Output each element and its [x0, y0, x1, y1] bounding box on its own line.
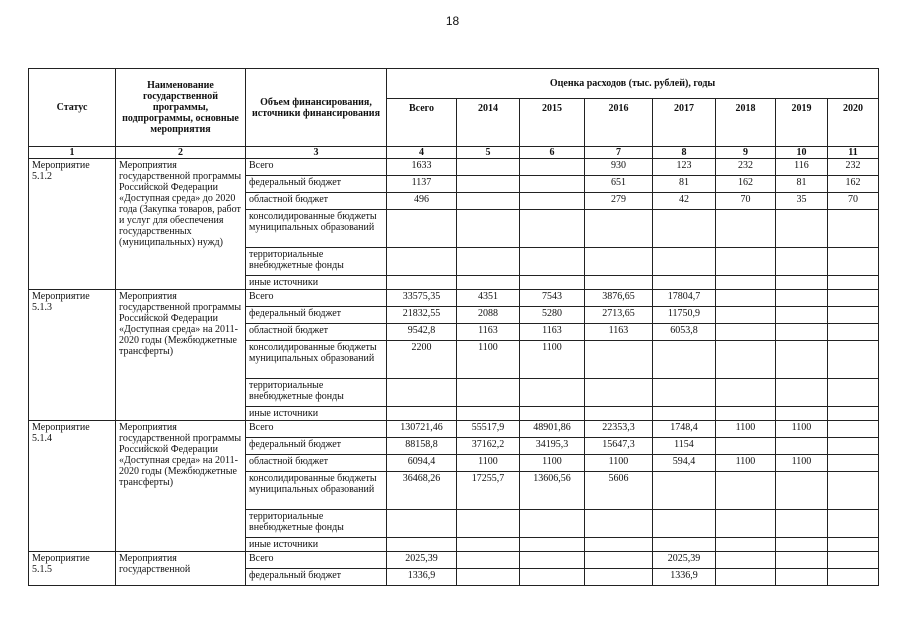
- amount-cell: 1100: [585, 455, 653, 472]
- amount-cell: [585, 552, 653, 569]
- amount-cell: 651: [585, 176, 653, 193]
- amount-cell: [716, 276, 776, 290]
- amount-cell: [828, 248, 879, 276]
- column-number: 1: [29, 147, 116, 159]
- amount-cell: [776, 324, 828, 341]
- funding-source: Всего: [246, 552, 387, 569]
- amount-cell: 116: [776, 159, 828, 176]
- header-year-2019: 2019: [776, 99, 828, 147]
- amount-cell: 70: [716, 193, 776, 210]
- amount-cell: 1100: [520, 341, 585, 379]
- amount-cell: 15647,3: [585, 438, 653, 455]
- amount-cell: [828, 307, 879, 324]
- amount-cell: [457, 538, 520, 552]
- funding-source: иные источники: [246, 407, 387, 421]
- amount-cell: [387, 538, 457, 552]
- amount-cell: [585, 276, 653, 290]
- page-number: 18: [445, 14, 460, 28]
- amount-cell: [828, 341, 879, 379]
- amount-cell: 42: [653, 193, 716, 210]
- amount-cell: [716, 407, 776, 421]
- amount-cell: 37162,2: [457, 438, 520, 455]
- amount-cell: [585, 510, 653, 538]
- measure-name: Мероприятия государственной: [116, 552, 246, 586]
- amount-cell: 232: [716, 159, 776, 176]
- amount-cell: [457, 552, 520, 569]
- amount-cell: [828, 324, 879, 341]
- amount-cell: 22353,3: [585, 421, 653, 438]
- amount-cell: 1633: [387, 159, 457, 176]
- amount-cell: [716, 248, 776, 276]
- amount-cell: [457, 569, 520, 586]
- amount-cell: 1336,9: [653, 569, 716, 586]
- amount-cell: 33575,35: [387, 290, 457, 307]
- amount-cell: [776, 472, 828, 510]
- funding-source: иные источники: [246, 538, 387, 552]
- header-year-2016: 2016: [585, 99, 653, 147]
- funding-source: консолидированные бюджеты муниципальных образований: [246, 472, 387, 510]
- funding-source: федеральный бюджет: [246, 176, 387, 193]
- amount-cell: [457, 159, 520, 176]
- amount-cell: 123: [653, 159, 716, 176]
- header-year-total: Всего: [387, 99, 457, 147]
- amount-cell: [653, 407, 716, 421]
- amount-cell: [828, 510, 879, 538]
- amount-cell: 1100: [776, 421, 828, 438]
- amount-cell: 496: [387, 193, 457, 210]
- amount-cell: [776, 552, 828, 569]
- funding-source: консолидированные бюджеты муниципальных образований: [246, 341, 387, 379]
- amount-cell: 1100: [716, 421, 776, 438]
- funding-source: федеральный бюджет: [246, 307, 387, 324]
- funding-source: иные источники: [246, 276, 387, 290]
- amount-cell: 1163: [457, 324, 520, 341]
- amount-cell: 1137: [387, 176, 457, 193]
- amount-cell: [585, 569, 653, 586]
- amount-cell: [585, 379, 653, 407]
- amount-cell: [716, 438, 776, 455]
- column-number-row: [29, 147, 879, 159]
- column-number: 2: [116, 147, 246, 159]
- column-number: 7: [585, 147, 653, 159]
- amount-cell: 1100: [716, 455, 776, 472]
- amount-cell: [520, 176, 585, 193]
- amount-cell: 1163: [585, 324, 653, 341]
- amount-cell: [387, 276, 457, 290]
- table-row: [29, 290, 879, 307]
- amount-cell: 2200: [387, 341, 457, 379]
- amount-cell: [776, 379, 828, 407]
- header-year-2015: 2015: [520, 99, 585, 147]
- amount-cell: 81: [653, 176, 716, 193]
- amount-cell: 232: [828, 159, 879, 176]
- amount-cell: [716, 210, 776, 248]
- amount-cell: 81: [776, 176, 828, 193]
- table-row: [29, 159, 879, 176]
- amount-cell: 7543: [520, 290, 585, 307]
- amount-cell: [520, 210, 585, 248]
- column-number: 9: [716, 147, 776, 159]
- amount-cell: [776, 569, 828, 586]
- amount-cell: [828, 210, 879, 248]
- amount-cell: [828, 407, 879, 421]
- measure-name: Мероприятия государственной программы Российской Федерации «Доступная среда» до 2020 года (Закупка товаров, работ и услуг для обеспечения государственных (муниципальных) нужд): [116, 159, 246, 290]
- column-number: 5: [457, 147, 520, 159]
- amount-cell: [520, 538, 585, 552]
- amount-cell: [520, 379, 585, 407]
- amount-cell: [776, 438, 828, 455]
- amount-cell: 1336,9: [387, 569, 457, 586]
- amount-cell: [716, 472, 776, 510]
- amount-cell: [653, 248, 716, 276]
- column-number: 8: [653, 147, 716, 159]
- amount-cell: [520, 569, 585, 586]
- measure-name: Мероприятия государственной программы Российской Федерации «Доступная среда» на 2011-2020 годы (Межбюджетные трансферты): [116, 290, 246, 421]
- column-number: 4: [387, 147, 457, 159]
- measure-status: Мероприятие 5.1.4: [29, 421, 116, 552]
- amount-cell: 36468,26: [387, 472, 457, 510]
- funding-source: областной бюджет: [246, 455, 387, 472]
- amount-cell: 17804,7: [653, 290, 716, 307]
- amount-cell: [653, 276, 716, 290]
- amount-cell: 48901,86: [520, 421, 585, 438]
- amount-cell: [716, 290, 776, 307]
- amount-cell: 2025,39: [653, 552, 716, 569]
- amount-cell: 55517,9: [457, 421, 520, 438]
- amount-cell: [716, 552, 776, 569]
- amount-cell: [520, 193, 585, 210]
- amount-cell: [520, 510, 585, 538]
- measure-status: Мероприятие 5.1.5: [29, 552, 116, 586]
- amount-cell: 35: [776, 193, 828, 210]
- measure-status: Мероприятие 5.1.2: [29, 159, 116, 290]
- amount-cell: [387, 248, 457, 276]
- amount-cell: 2088: [457, 307, 520, 324]
- header-year-2020: 2020: [828, 99, 879, 147]
- column-number: 3: [246, 147, 387, 159]
- amount-cell: 930: [585, 159, 653, 176]
- amount-cell: [776, 407, 828, 421]
- amount-cell: [716, 510, 776, 538]
- amount-cell: [776, 510, 828, 538]
- amount-cell: [828, 379, 879, 407]
- amount-cell: [585, 341, 653, 379]
- column-number: 6: [520, 147, 585, 159]
- amount-cell: [457, 276, 520, 290]
- amount-cell: 130721,46: [387, 421, 457, 438]
- amount-cell: [520, 552, 585, 569]
- amount-cell: [716, 307, 776, 324]
- budget-table: [28, 68, 879, 586]
- amount-cell: 5280: [520, 307, 585, 324]
- header-financing: Объем финансирования, источники финансирования: [246, 69, 387, 147]
- amount-cell: [653, 510, 716, 538]
- amount-cell: [828, 455, 879, 472]
- funding-source: консолидированные бюджеты муниципальных образований: [246, 210, 387, 248]
- funding-source: Всего: [246, 159, 387, 176]
- amount-cell: [828, 438, 879, 455]
- amount-cell: 88158,8: [387, 438, 457, 455]
- amount-cell: [387, 510, 457, 538]
- table-row: [29, 421, 879, 438]
- amount-cell: 6053,8: [653, 324, 716, 341]
- amount-cell: [828, 538, 879, 552]
- budget-table-body: [29, 159, 879, 586]
- amount-cell: 2025,39: [387, 552, 457, 569]
- amount-cell: [776, 341, 828, 379]
- amount-cell: 1748,4: [653, 421, 716, 438]
- amount-cell: 5606: [585, 472, 653, 510]
- amount-cell: 9542,8: [387, 324, 457, 341]
- amount-cell: 21832,55: [387, 307, 457, 324]
- amount-cell: [387, 407, 457, 421]
- amount-cell: [776, 276, 828, 290]
- funding-source: федеральный бюджет: [246, 569, 387, 586]
- amount-cell: [653, 379, 716, 407]
- amount-cell: 1154: [653, 438, 716, 455]
- amount-cell: 34195,3: [520, 438, 585, 455]
- column-number: 11: [828, 147, 879, 159]
- amount-cell: 13606,56: [520, 472, 585, 510]
- amount-cell: [653, 341, 716, 379]
- measure-name: Мероприятия государственной программы Российской Федерации «Доступная среда» на 2011-2020 годы (Межбюджетные трансферты): [116, 421, 246, 552]
- header-year-2014: 2014: [457, 99, 520, 147]
- header-year-2017: 2017: [653, 99, 716, 147]
- amount-cell: [828, 421, 879, 438]
- amount-cell: [776, 210, 828, 248]
- amount-cell: [457, 210, 520, 248]
- funding-source: Всего: [246, 290, 387, 307]
- amount-cell: 594,4: [653, 455, 716, 472]
- amount-cell: [776, 290, 828, 307]
- funding-source: территориальные внебюджетные фонды: [246, 510, 387, 538]
- amount-cell: 1163: [520, 324, 585, 341]
- amount-cell: [457, 193, 520, 210]
- header-year-2018: 2018: [716, 99, 776, 147]
- amount-cell: [716, 569, 776, 586]
- amount-cell: [716, 379, 776, 407]
- amount-cell: 70: [828, 193, 879, 210]
- amount-cell: 1100: [776, 455, 828, 472]
- amount-cell: [828, 472, 879, 510]
- header-program-name: Наименование государственной программы, подпрограммы, основные мероприятия: [116, 69, 246, 147]
- amount-cell: 3876,65: [585, 290, 653, 307]
- table-row: [29, 552, 879, 569]
- amount-cell: [457, 176, 520, 193]
- amount-cell: [828, 276, 879, 290]
- amount-cell: [387, 210, 457, 248]
- amount-cell: [520, 407, 585, 421]
- amount-cell: [653, 472, 716, 510]
- amount-cell: [520, 159, 585, 176]
- funding-source: Всего: [246, 421, 387, 438]
- amount-cell: [716, 538, 776, 552]
- amount-cell: [457, 248, 520, 276]
- header-status: Статус: [29, 69, 116, 147]
- amount-cell: [457, 407, 520, 421]
- amount-cell: 162: [828, 176, 879, 193]
- amount-cell: 1100: [520, 455, 585, 472]
- amount-cell: 1100: [457, 341, 520, 379]
- amount-cell: [457, 379, 520, 407]
- amount-cell: [716, 341, 776, 379]
- amount-cell: [585, 407, 653, 421]
- amount-cell: [776, 307, 828, 324]
- amount-cell: [585, 210, 653, 248]
- header-estimate: Оценка расходов (тыс. рублей), годы: [387, 69, 879, 99]
- amount-cell: [520, 276, 585, 290]
- amount-cell: 4351: [457, 290, 520, 307]
- funding-source: областной бюджет: [246, 193, 387, 210]
- amount-cell: 279: [585, 193, 653, 210]
- funding-source: территориальные внебюджетные фонды: [246, 248, 387, 276]
- amount-cell: [653, 538, 716, 552]
- column-number: 10: [776, 147, 828, 159]
- amount-cell: [776, 538, 828, 552]
- amount-cell: [387, 379, 457, 407]
- amount-cell: [520, 248, 585, 276]
- amount-cell: 1100: [457, 455, 520, 472]
- amount-cell: [457, 510, 520, 538]
- amount-cell: [585, 538, 653, 552]
- funding-source: областной бюджет: [246, 324, 387, 341]
- funding-source: федеральный бюджет: [246, 438, 387, 455]
- amount-cell: 162: [716, 176, 776, 193]
- amount-cell: [653, 210, 716, 248]
- measure-status: Мероприятие 5.1.3: [29, 290, 116, 421]
- amount-cell: [828, 569, 879, 586]
- amount-cell: [828, 552, 879, 569]
- amount-cell: [828, 290, 879, 307]
- amount-cell: 11750,9: [653, 307, 716, 324]
- amount-cell: [776, 248, 828, 276]
- amount-cell: 6094,4: [387, 455, 457, 472]
- funding-source: территориальные внебюджетные фонды: [246, 379, 387, 407]
- amount-cell: 17255,7: [457, 472, 520, 510]
- amount-cell: [585, 248, 653, 276]
- amount-cell: 2713,65: [585, 307, 653, 324]
- amount-cell: [716, 324, 776, 341]
